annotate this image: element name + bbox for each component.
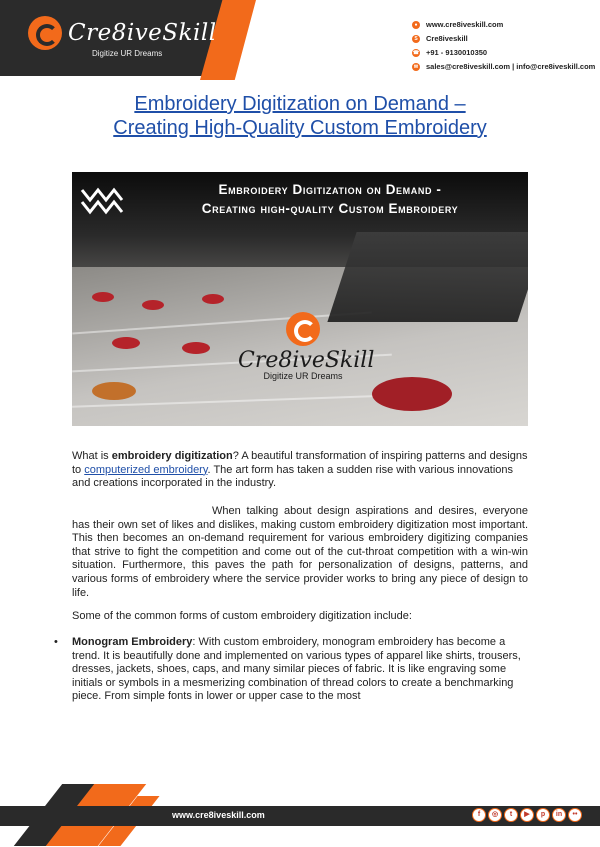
term-embroidery-digitization: embroidery digitization bbox=[111, 450, 233, 462]
hero-logo-mark-icon bbox=[286, 312, 320, 346]
contact-list bbox=[412, 18, 595, 74]
list-item-monogram: Monogram Embroidery: With custom embroidery, monogram embroidery has become a trend. It is beautifully done and implemented on various types of apparel like shirts, trousers, dresses, jackets, shoes, caps, and many similar pieces of fabric. It is like engraving some initials or symbols in a mesmerizing combination of thread colors to create a benchmarking piece. From simple fonts in lower or upper case to the most bbox=[72, 636, 521, 703]
flickr-icon[interactable]: •• bbox=[568, 808, 582, 822]
instagram-icon[interactable]: ◎ bbox=[488, 808, 502, 822]
youtube-icon[interactable]: ▶ bbox=[520, 808, 534, 822]
hero-brand: Cre8iveSkill bbox=[238, 348, 375, 373]
linkedin-icon[interactable]: in bbox=[552, 808, 566, 822]
brand-tagline: Digitize UR Dreams bbox=[92, 49, 163, 58]
social-links bbox=[472, 808, 584, 822]
hero-tagline: Digitize UR Dreams bbox=[263, 371, 343, 381]
paragraph-design-aspirations: When talking about design aspirations and desires, everyone has their own set of likes and dislikes, making custom embroidery digitization most important. This then becomes an on-demand requirement for various embroidery digitizing companies that strive to fight the competition and come out of the cut-throat competition with a win-win situation. Furthermore, this paves the path for personalization of designs, patterns, and various forms of embroidery where the service provider works to bring any piece of design to life. bbox=[72, 505, 528, 599]
title-line-1: Embroidery Digitization on Demand – bbox=[134, 93, 466, 115]
computerized-embroidery-link[interactable]: computerized embroidery bbox=[84, 463, 208, 476]
phone-icon: ☎ bbox=[412, 49, 420, 56]
page-title[interactable] bbox=[40, 92, 560, 140]
contact-skype[interactable]: S Cre8iveskill bbox=[412, 32, 595, 45]
skype-icon: S bbox=[412, 35, 420, 43]
footer-website-link[interactable]: www.cre8iveskill.com bbox=[172, 810, 265, 820]
facebook-icon[interactable]: f bbox=[472, 808, 486, 822]
mail-icon: ✉ bbox=[413, 63, 419, 70]
twitter-icon[interactable]: t bbox=[504, 808, 518, 822]
brand-name: Cre8iveSkill bbox=[68, 20, 217, 46]
title-line-2: Creating High-Quality Custom Embroidery bbox=[113, 117, 487, 139]
pinterest-icon[interactable]: p bbox=[536, 808, 550, 822]
hero-logo bbox=[238, 312, 375, 381]
contact-website[interactable]: ● www.cre8iveskill.com bbox=[412, 18, 595, 31]
embroidery-machine bbox=[327, 232, 528, 322]
contact-email[interactable]: ✉ sales@cre8iveskill.com | info@cre8iveskill.com bbox=[413, 62, 596, 71]
logo-mark-icon bbox=[28, 16, 62, 50]
globe-icon: ● bbox=[412, 21, 420, 29]
bullet-marker: • bbox=[54, 636, 58, 648]
page-header bbox=[0, 0, 600, 80]
list-item-title: Monogram Embroidery bbox=[72, 636, 193, 648]
hero-image bbox=[72, 172, 528, 426]
paragraph-forms-intro: Some of the common forms of custom embroidery digitization include: bbox=[72, 610, 412, 622]
hero-heading: Embroidery Digitization on Demand - Creating high-quality Custom Embroidery bbox=[201, 182, 459, 216]
paragraph-intro: What is embroidery digitization? A beautiful transformation of inspiring patterns and designs to computerized embroidery. The art form has taken a sudden rise with various innovations and creations incorporated in the industry. bbox=[72, 450, 528, 490]
contact-phone[interactable]: ☎ +91 - 9130010350 bbox=[412, 48, 488, 57]
brand-logo[interactable] bbox=[28, 16, 217, 50]
